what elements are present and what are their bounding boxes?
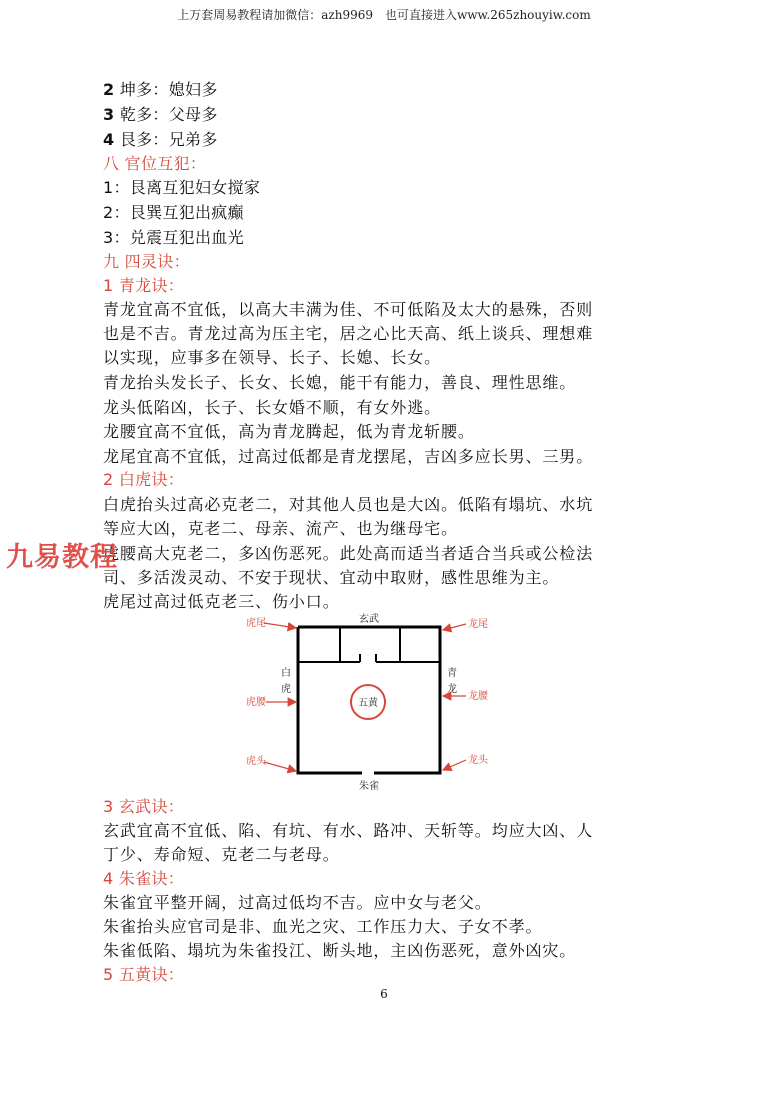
paragraph-line: 白虎抬头过高必克老二，对其他人员也是大凶。低陷有塌坑、水坑 <box>103 495 594 514</box>
paragraph-line: 丁少、寿命短、克老二与老母。 <box>103 845 340 864</box>
subheading-baihu: 2 白虎诀： <box>103 470 185 489</box>
list-item <box>103 130 218 150</box>
subheading-wuhuang: 5 五黄诀： <box>103 965 185 984</box>
paragraph-line: 青龙宜高不宜低，以高大丰满为佳、不可低陷及太大的悬殊，否则 <box>103 300 594 319</box>
paragraph-line: 司、多活泼灵动、不安于现状、宜动中取财，感性思维为主。 <box>103 568 560 587</box>
paragraph-line: 朱雀抬头应官司是非、血光之灾、工作压力大、子女不孝。 <box>103 917 543 936</box>
label-zhuque: 朱雀 <box>359 781 379 792</box>
paragraph-line: 青龙抬头发长子、长女、长媳，能干有能力，善良、理性思维。 <box>103 373 577 392</box>
paragraph-line: 朱雀低陷、塌坑为朱雀投江、断头地，主凶伤恶死，意外凶灾。 <box>103 941 577 960</box>
watermark: 九易教程 <box>6 542 118 573</box>
paragraph-line: 龙尾宜高不宜低，过高过低都是青龙摆尾，吉凶多应长男、三男。 <box>103 447 594 466</box>
label-hu-tou: 虎头 <box>246 756 266 767</box>
four-spirits-diagram <box>240 610 520 795</box>
label-wuhuang: 五黄 <box>358 698 378 709</box>
label-long-wei: 龙尾 <box>468 619 488 630</box>
item-number: 3 <box>103 105 115 124</box>
subheading-xuanwu: 3 玄武诀： <box>103 797 185 816</box>
paragraph-line: 也是不吉。青龙过高为压主宅，居之心比天高、纸上谈兵、理想难 <box>103 324 594 343</box>
page-header: 上万套周易教程请加微信：azh9969 也可直接进入www.265zhouyiw.com <box>177 8 591 22</box>
list-item <box>103 80 218 100</box>
label-hu-wei: 虎尾 <box>246 618 266 629</box>
paragraph-line: 龙头低陷凶，长子、长女婚不顺，有女外逃。 <box>103 398 442 417</box>
page-number: 6 <box>380 987 388 1001</box>
subheading-zhuque: 4 朱雀诀： <box>103 869 185 888</box>
label-long-yao: 龙腰 <box>468 691 488 702</box>
paragraph-line: 以实现，应事多在领导、长子、长媳、长女。 <box>103 348 442 367</box>
item-text: 坤多：媳妇多 <box>119 80 218 99</box>
label-long-tou: 龙头 <box>468 755 488 766</box>
item-text: 艮多：兄弟多 <box>119 130 218 149</box>
label-qinglong-1: 青 <box>447 668 457 679</box>
paragraph-line: 玄武宜高不宜低、陷、有坑、有水、路冲、天斩等。均应大凶、人 <box>103 821 594 840</box>
list-item: 2：艮巽互犯出疯癫 <box>103 203 244 222</box>
label-hu-yao: 虎腰 <box>246 697 266 708</box>
subheading-qinglong: 1 青龙诀： <box>103 276 185 295</box>
paragraph-line: 虎尾过高过低克老三、伤小口。 <box>103 592 340 611</box>
list-item: 1：艮离互犯妇女搅家 <box>103 178 261 197</box>
paragraph-line: 龙腰宜高不宜低，高为青龙腾起，低为青龙斩腰。 <box>103 422 475 441</box>
item-number: 2 <box>103 80 115 99</box>
item-text: 乾多：父母多 <box>119 105 218 124</box>
label-xuanwu: 玄武 <box>359 614 379 625</box>
list-item <box>103 105 218 125</box>
label-baihu-2: 虎 <box>281 684 291 695</box>
list-item: 3：兑震互犯出血光 <box>103 228 244 247</box>
section-heading-8: 八 官位互犯： <box>103 154 207 173</box>
paragraph-line: 朱雀宜平整开阔，过高过低均不吉。应中女与老父。 <box>103 893 492 912</box>
label-qinglong-2: 龙 <box>447 684 457 695</box>
paragraph-line: 虎腰高大克老二，多凶伤恶死。此处高而适当者适合当兵或公检法 <box>103 544 594 563</box>
item-number: 4 <box>103 130 115 149</box>
label-baihu-1: 白 <box>281 668 291 679</box>
paragraph-line: 等应大凶，克老二、母亲、流产、也为继母宅。 <box>103 519 458 538</box>
section-heading-9: 九 四灵诀： <box>103 252 190 271</box>
